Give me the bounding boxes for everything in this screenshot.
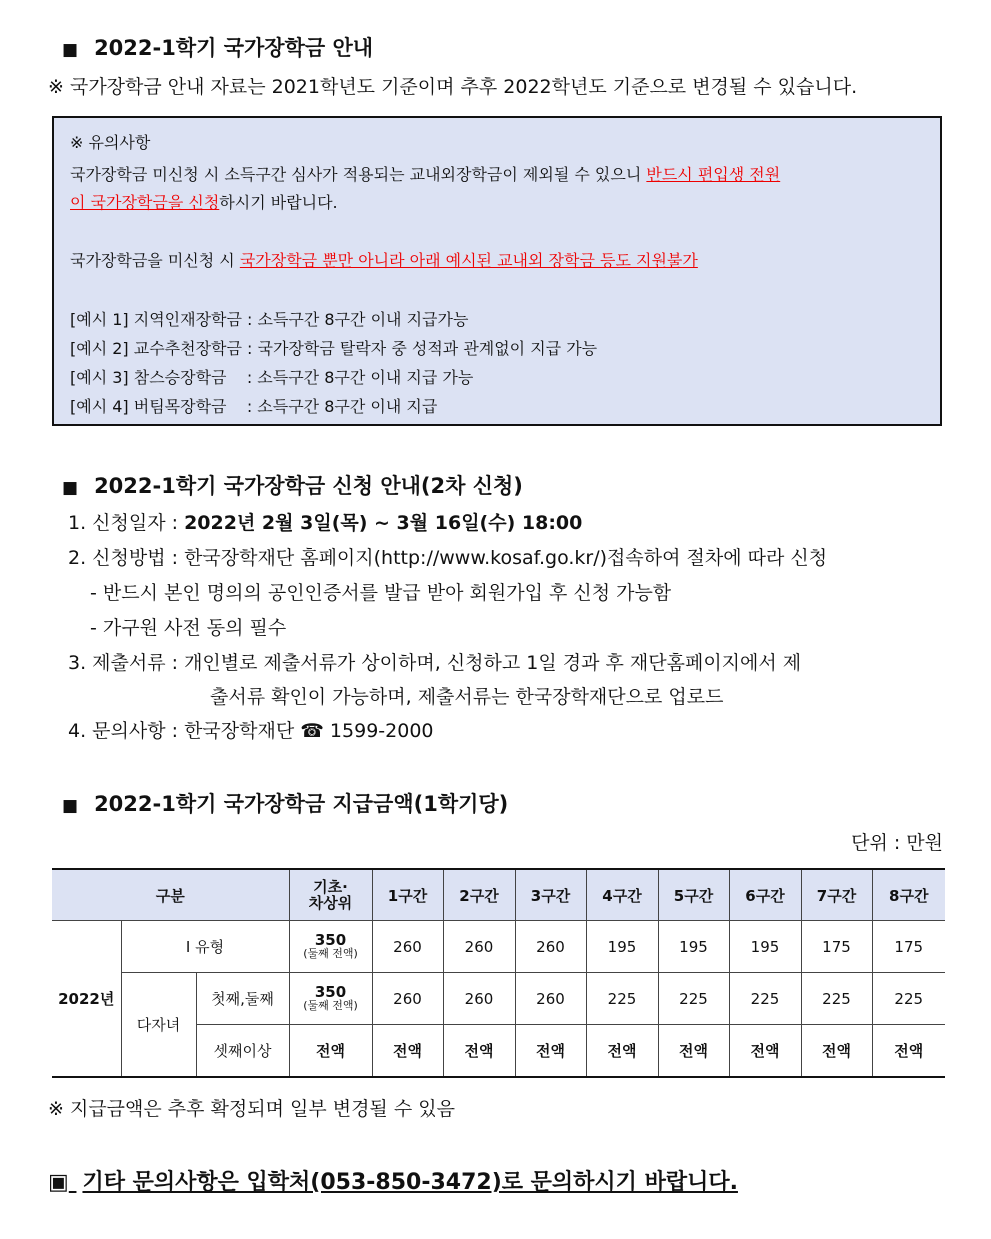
type1-base-note: (둘째 전액) [303, 947, 358, 960]
notice-line2-highlight: 이 국가장학금을 신청 [70, 193, 220, 212]
table-header-row [52, 869, 945, 921]
apply-method-item: 2. 신청방법 : 한국장학재단 홈페이지(http://www.kosaf.go.kr/)접속하여 절차에 따라 신청 [68, 547, 828, 569]
table-cell: 195 [658, 921, 729, 973]
notice-line3-highlight: 국가장학금 뿐만 아니라 아래 예시된 교내외 장학금 등도 지원불가 [239, 251, 698, 270]
multi-child-label: 다자녀 [121, 973, 196, 1077]
table-cell: 225 [586, 973, 658, 1025]
square-bullet-icon: ■ [62, 478, 79, 498]
footer-contact [48, 1165, 738, 1196]
table-cell: 225 [801, 973, 872, 1025]
type1-base [289, 921, 372, 973]
section1-subnote: ※ 국가장학금 안내 자료는 2021학년도 기준이며 추후 2022학년도 기준으로 변경될 수 있습니다. [48, 76, 858, 98]
multi-row1-base-note: (둘째 전액) [303, 999, 358, 1012]
notice-line2 [70, 190, 338, 213]
notice-line3 [70, 248, 698, 271]
amount-footnote: ※ 지급금액은 추후 확정되며 일부 변경될 수 있음 [48, 1098, 455, 1120]
table-cell: 전액 [872, 1025, 945, 1077]
documents-item-line2: 출서류 확인이 가능하며, 제출서류는 한국장학재단으로 업로드 [210, 686, 724, 708]
example-2: [예시 2] 교수추천장학금 : 국가장학금 탈락자 중 성적과 관계없이 지급 가능 [70, 339, 598, 358]
multi-row1-base-value: 350 [314, 983, 347, 1001]
notice-line3-text: 국가장학금을 미신청 시 [70, 251, 240, 270]
apply-date-label: 1. 신청일자 : [68, 512, 185, 534]
table-cell: 195 [729, 921, 801, 973]
header-bracket-3: 3구간 [515, 869, 586, 921]
square-bullet-icon: ■ [62, 796, 79, 816]
apply-date-value: 2022년 2월 3일(목) ~ 3월 16일(수) 18:00 [184, 512, 583, 534]
table-cell: 225 [729, 973, 801, 1025]
header-group: 구분 [52, 869, 289, 921]
header-bracket-8: 8구간 [872, 869, 945, 921]
section3-title-text: 2022-1학기 국가장학금 지급금액(1학기당) [94, 792, 509, 816]
header-bracket-2: 2구간 [443, 869, 515, 921]
table-cell: 260 [372, 921, 443, 973]
table-cell: 전액 [801, 1025, 872, 1077]
example-3: [예시 3] 참스승장학금 : 소득구간 8구간 이내 지급 가능 [70, 368, 474, 387]
table-cell: 전액 [515, 1025, 586, 1077]
footer-contact-text: 기타 문의사항은 입학처(053-850-3472)로 문의하시기 바랍니다. [82, 1170, 738, 1195]
table-row [52, 921, 945, 973]
table-cell: 260 [443, 921, 515, 973]
example-4: [예시 4] 버팀목장학금 : 소득구간 8구간 이내 지급 [70, 397, 438, 416]
header-bracket-4: 4구간 [586, 869, 658, 921]
header-bracket-5: 5구간 [658, 869, 729, 921]
header-bracket-7: 7구간 [801, 869, 872, 921]
multi-row1-base [289, 973, 372, 1025]
table-cell: 260 [372, 973, 443, 1025]
section1-title [62, 32, 373, 62]
notice-line1-text: 국가장학금 미신청 시 소득구간 심사가 적용되는 교내외장학금이 제외될 수 있으니 [70, 165, 647, 184]
multi-row2-base: 전액 [289, 1025, 372, 1077]
notice-line1-highlight: 반드시 편입생 전원 [646, 165, 781, 184]
amount-table [52, 868, 945, 1078]
header-base-line1: 기초· [313, 878, 348, 896]
table-cell: 260 [515, 973, 586, 1025]
table-cell: 전액 [729, 1025, 801, 1077]
unit-label: 단위 : 만원 [851, 832, 943, 854]
notice-line2-text: 하시기 바랍니다. [219, 193, 338, 212]
table-cell: 전액 [372, 1025, 443, 1077]
type1-label: Ⅰ 유형 [121, 921, 289, 973]
table-cell: 225 [872, 973, 945, 1025]
type1-base-value: 350 [314, 931, 347, 949]
section3-title [62, 788, 508, 818]
boxed-square-icon: ▣ [48, 1170, 69, 1195]
table-cell: 전액 [658, 1025, 729, 1077]
table-cell: 175 [801, 921, 872, 973]
example-1: [예시 1] 지역인재장학금 : 소득구간 8구간 이내 지급가능 [70, 310, 469, 329]
section1-title-text: 2022-1학기 국가장학금 안내 [94, 36, 374, 60]
table-cell: 전액 [586, 1025, 658, 1077]
apply-date-item [68, 508, 582, 535]
multi-row2-label: 셋째이상 [196, 1025, 289, 1077]
inquiry-item: 4. 문의사항 : 한국장학재단 ☎ 1599-2000 [68, 720, 434, 742]
notice-line1 [70, 162, 780, 185]
section2-title-text: 2022-1학기 국가장학금 신청 안내(2차 신청) [94, 474, 523, 498]
square-bullet-icon: ■ [62, 40, 79, 60]
table-cell: 195 [586, 921, 658, 973]
notice-box [52, 116, 942, 426]
notice-heading: ※ 유의사항 [70, 133, 151, 152]
multi-row1-label: 첫째,둘째 [196, 973, 289, 1025]
table-cell: 175 [872, 921, 945, 973]
year-cell: 2022년 [52, 921, 121, 1077]
header-base-line2: 차상위 [308, 894, 353, 912]
table-cell: 260 [443, 973, 515, 1025]
apply-method-sub2: - 가구원 사전 동의 필수 [90, 617, 287, 639]
table-cell: 260 [515, 921, 586, 973]
header-bracket-6: 6구간 [729, 869, 801, 921]
apply-method-sub1: - 반드시 본인 명의의 공인인증서를 발급 받아 회원가입 후 신청 가능함 [90, 582, 672, 604]
table-row [52, 973, 945, 1025]
table-cell: 225 [658, 973, 729, 1025]
header-base [289, 869, 372, 921]
header-bracket-1: 1구간 [372, 869, 443, 921]
section2-title [62, 470, 523, 500]
table-cell: 전액 [443, 1025, 515, 1077]
documents-item-line1: 3. 제출서류 : 개인별로 제출서류가 상이하며, 신청하고 1일 경과 후 재단홈페이지에서 제 [68, 652, 802, 674]
